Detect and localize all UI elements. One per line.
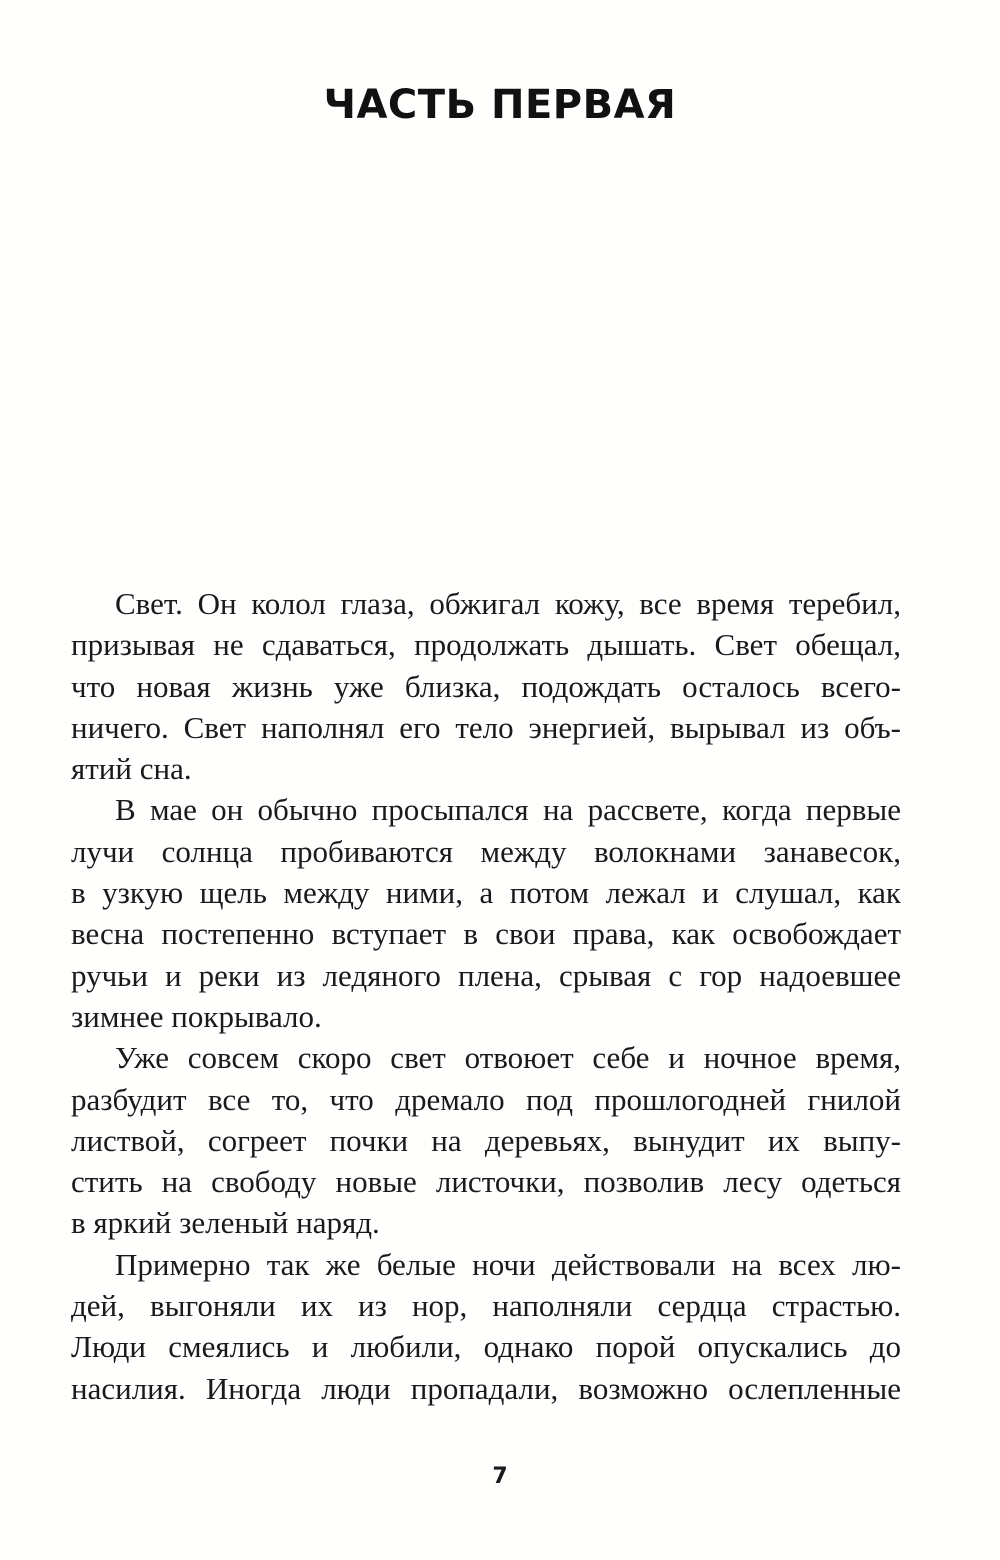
text-line: ятий сна. [71,751,192,787]
text-line: стить на свободу новые листочки, позволив лесу одеться [71,1164,901,1200]
paragraph [71,789,901,1037]
part-title: ЧАСТЬ ПЕРВАЯ [323,82,677,128]
text-line: ручьи и реки из ледяного плена, срывая с гор надоевшее [71,957,901,993]
text-line: Примерно так же белые ночи действовали на всех лю- [115,1246,901,1282]
text-line: разбудит все то, что дремало под прошлогодней гнилой [71,1081,901,1117]
body-text [71,583,901,1409]
text-line: весна постепенно вступает в свои права, как освобождает [71,916,901,952]
text-line: Уже совсем скоро свет отвоюет себе и ночное время, [115,1040,901,1076]
page-number: 7 [492,1464,508,1489]
text-line: в узкую щель между ними, а потом лежал и слушал, как [71,875,901,911]
text-line: дей, выгоняли их из нор, наполняли сердца страстью. [71,1288,901,1324]
text-line: лучи солнца пробиваются между волокнами занавесок, [71,833,901,869]
paragraph [71,1244,901,1409]
text-line: зимнее покрывало. [71,998,322,1034]
text-line: в яркий зеленый наряд. [71,1205,380,1241]
text-line: В мае он обычно просыпался на рассвете, когда первые [115,792,901,828]
text-line: призывая не сдаваться, продолжать дышать. Свет обещал, [71,627,901,663]
text-line: Свет. Он колол глаза, обжигал кожу, все время теребил, [115,586,901,621]
text-line: что новая жизнь уже близка, подождать осталось всего- [71,668,901,704]
paragraph [71,583,901,789]
text-line: листвой, согреет почки на деревьях, вынудит их выпу- [71,1122,901,1158]
text-line: насилия. Иногда люди пропадали, возможно ослепленные [71,1370,901,1406]
text-line: Люди смеялись и любили, однако порой опускались до [71,1329,901,1365]
text-line: ничего. Свет наполнял его тело энергией, вырывал из объ- [71,709,901,745]
paragraph [71,1037,901,1243]
